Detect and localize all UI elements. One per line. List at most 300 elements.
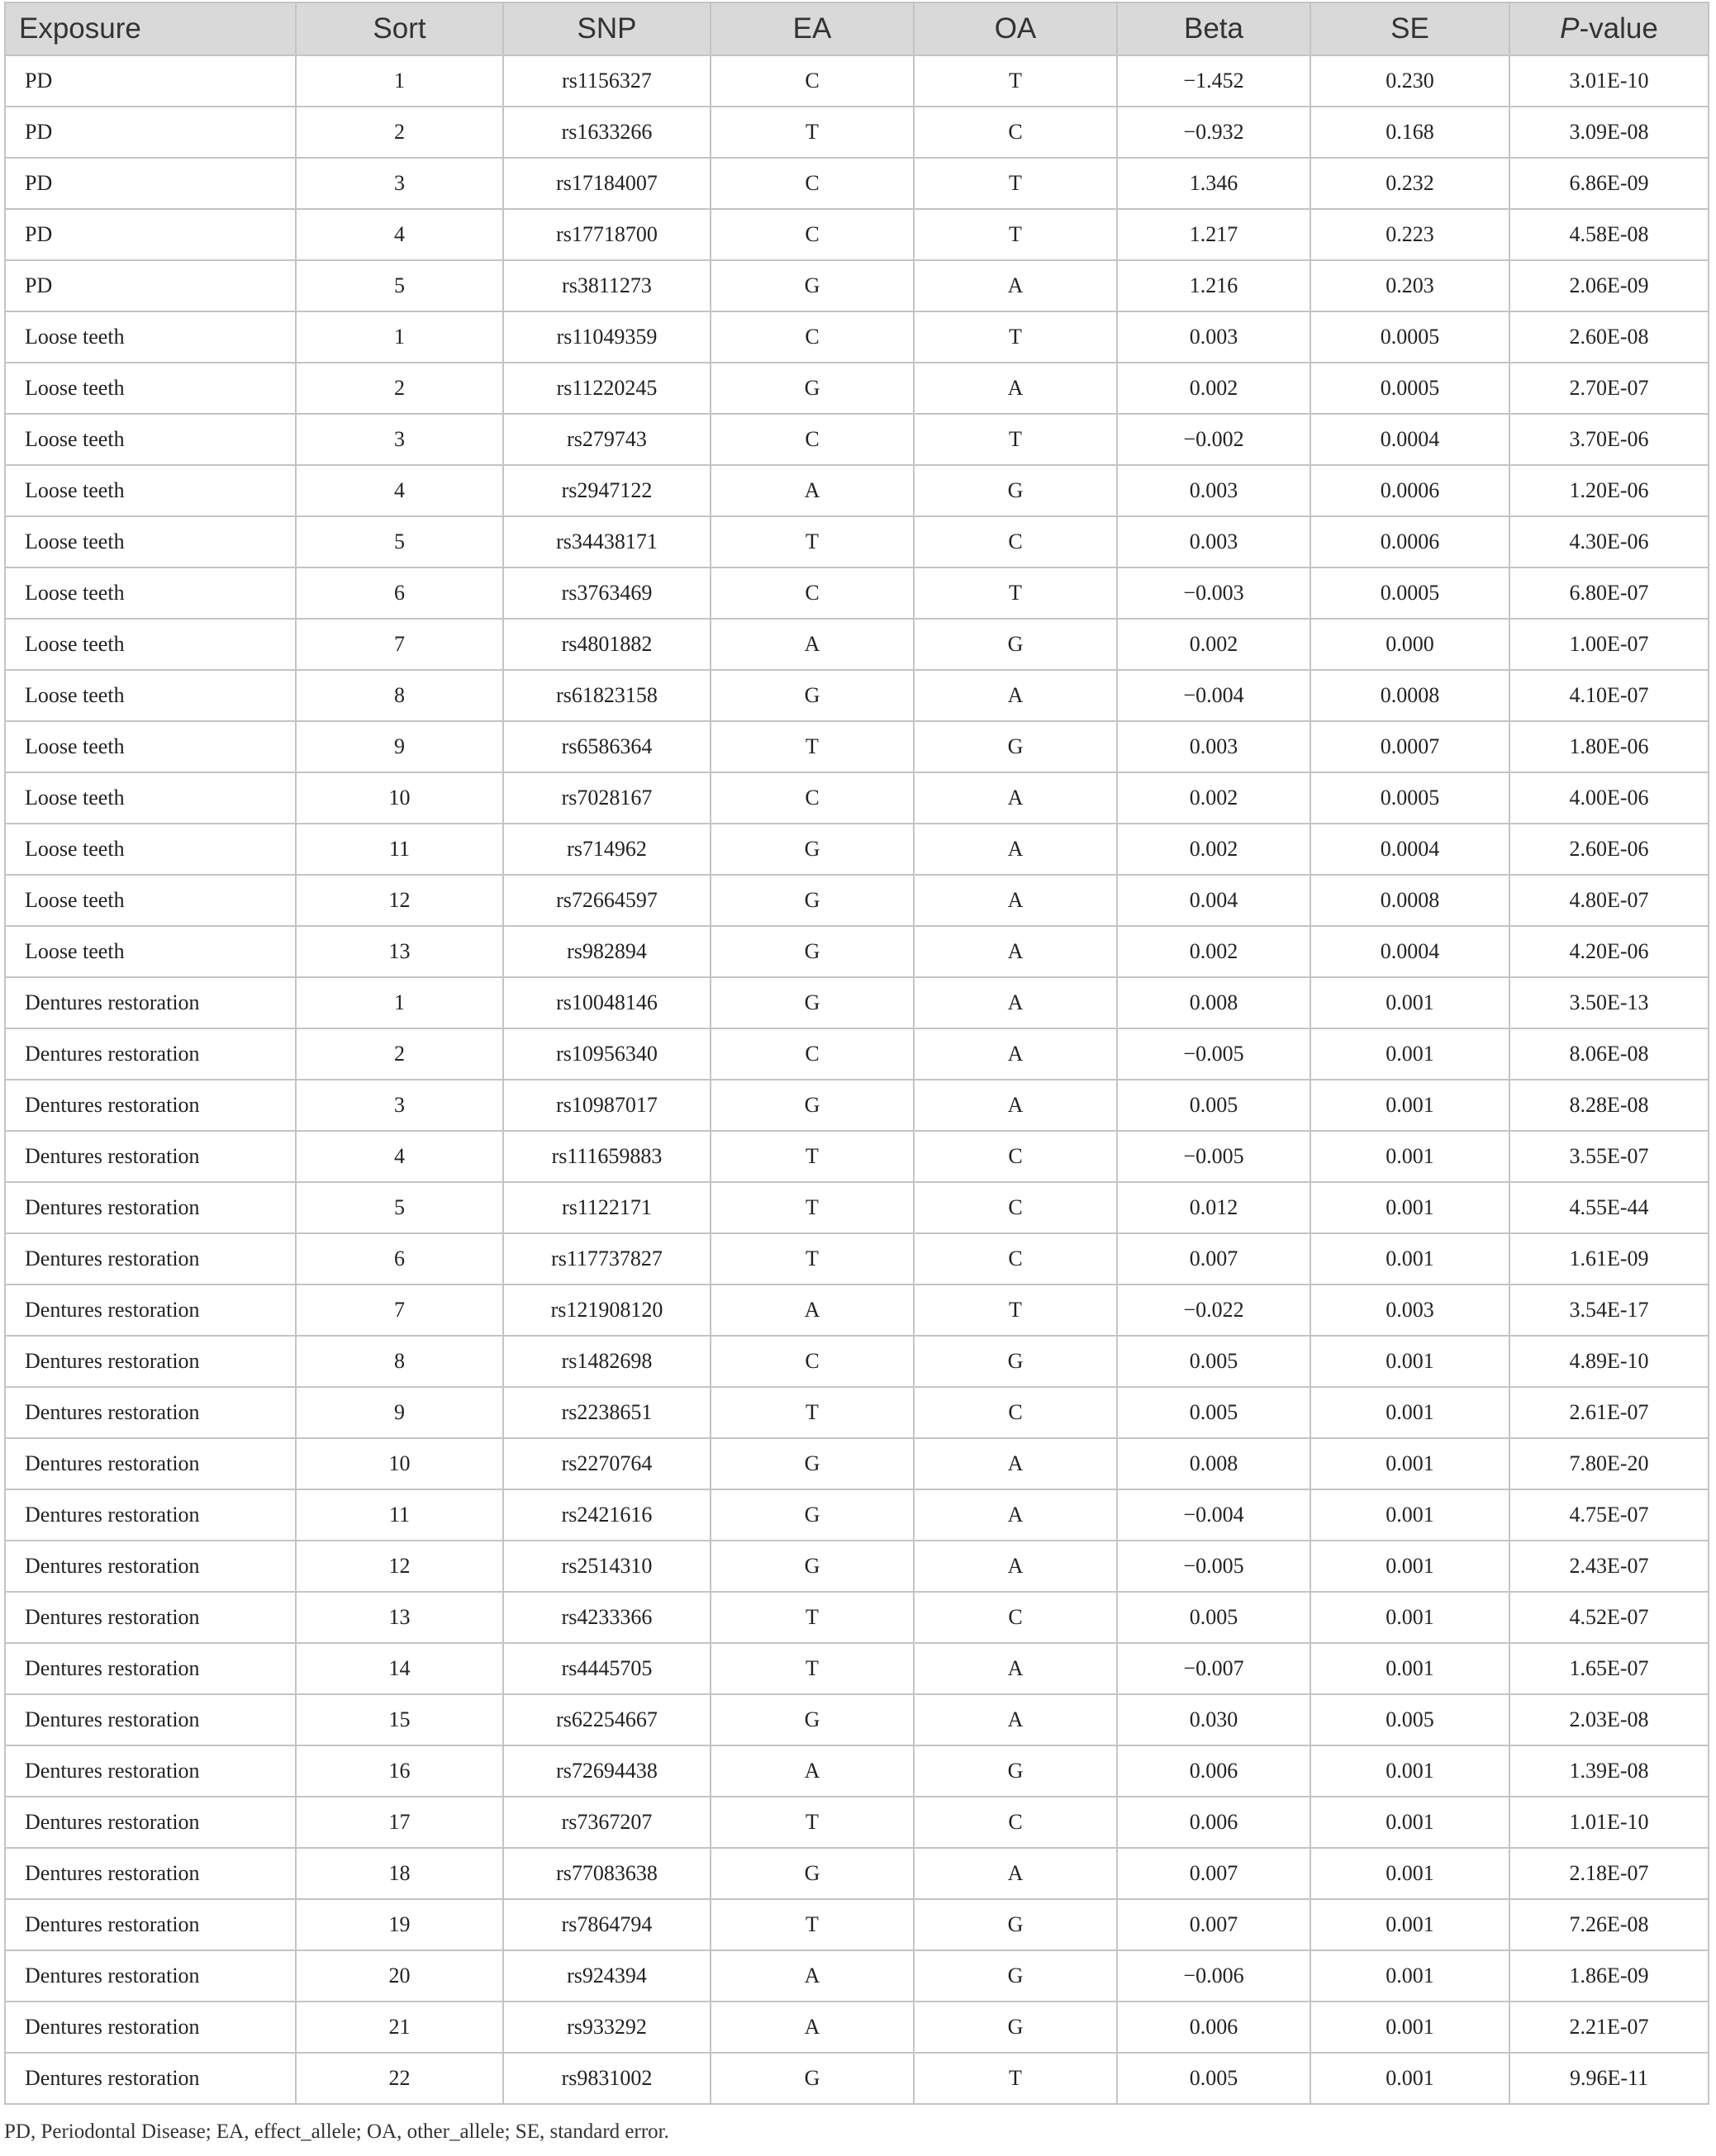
header-row [5, 2, 1709, 55]
p-value-cell: 8.06E-08 [1509, 1028, 1709, 1080]
ea-cell: C [711, 1336, 914, 1387]
snp-cell: rs4233366 [503, 1592, 711, 1643]
exposure-cell: Loose teeth [5, 926, 296, 977]
exposure-cell: Dentures restoration [5, 1233, 296, 1285]
se-cell: 0.005 [1310, 1694, 1509, 1745]
sort-cell: 3 [296, 1080, 503, 1131]
se-cell: 0.168 [1310, 107, 1509, 158]
exposure-cell: Dentures restoration [5, 1489, 296, 1541]
beta-cell: 0.005 [1117, 1336, 1310, 1387]
table-row [5, 1950, 1709, 2002]
sort-cell: 2 [296, 363, 503, 414]
p-value-cell: 4.80E-07 [1509, 875, 1709, 926]
p-value-cell: 2.06E-09 [1509, 260, 1709, 311]
exposure-cell: Dentures restoration [5, 1950, 296, 2002]
table-row [5, 158, 1709, 209]
oa-cell: A [914, 363, 1117, 414]
oa-cell: G [914, 619, 1117, 670]
exposure-cell: Loose teeth [5, 670, 296, 721]
oa-cell: A [914, 260, 1117, 311]
exposure-cell: Dentures restoration [5, 1848, 296, 1899]
snp-cell: rs10956340 [503, 1028, 711, 1080]
snp-cell: rs279743 [503, 414, 711, 465]
ea-cell: G [711, 363, 914, 414]
table-row [5, 311, 1709, 363]
ea-cell: G [711, 1694, 914, 1745]
se-cell: 0.0007 [1310, 721, 1509, 772]
sort-cell: 13 [296, 926, 503, 977]
oa-cell: C [914, 1131, 1117, 1182]
oa-cell: G [914, 721, 1117, 772]
ea-cell: A [711, 1745, 914, 1797]
exposure-cell: Loose teeth [5, 824, 296, 875]
p-value-cell: 3.01E-10 [1509, 55, 1709, 107]
table-row [5, 875, 1709, 926]
se-cell: 0.001 [1310, 1950, 1509, 2002]
snp-cell: rs714962 [503, 824, 711, 875]
header-beta: Beta [1117, 2, 1310, 55]
se-cell: 0.001 [1310, 1541, 1509, 1592]
beta-cell: 0.006 [1117, 2002, 1310, 2053]
p-value-cell: 1.80E-06 [1509, 721, 1709, 772]
exposure-cell: Loose teeth [5, 567, 296, 619]
beta-cell: 0.003 [1117, 465, 1310, 516]
ea-cell: G [711, 1080, 914, 1131]
p-value-cell: 1.20E-06 [1509, 465, 1709, 516]
ea-cell: T [711, 1899, 914, 1950]
header-p-value [1509, 2, 1709, 55]
ea-cell: A [711, 1285, 914, 1336]
ea-cell: G [711, 875, 914, 926]
beta-cell: 0.002 [1117, 824, 1310, 875]
header-snp: SNP [503, 2, 711, 55]
exposure-cell: Dentures restoration [5, 1745, 296, 1797]
snp-cell: rs7864794 [503, 1899, 711, 1950]
beta-cell: 0.007 [1117, 1848, 1310, 1899]
exposure-cell: Loose teeth [5, 619, 296, 670]
ea-cell: G [711, 977, 914, 1028]
table-row [5, 1028, 1709, 1080]
se-cell: 0.001 [1310, 2002, 1509, 2053]
header-ea: EA [711, 2, 914, 55]
p-value-cell: 7.80E-20 [1509, 1438, 1709, 1489]
exposure-cell: PD [5, 158, 296, 209]
exposure-cell: PD [5, 55, 296, 107]
beta-cell: 0.006 [1117, 1797, 1310, 1848]
beta-cell: 0.008 [1117, 1438, 1310, 1489]
table-row [5, 1797, 1709, 1848]
ea-cell: T [711, 721, 914, 772]
snp-cell: rs1156327 [503, 55, 711, 107]
snp-cell: rs1482698 [503, 1336, 711, 1387]
table-row [5, 516, 1709, 567]
ea-cell: G [711, 926, 914, 977]
table-row [5, 2053, 1709, 2104]
p-value-cell: 1.39E-08 [1509, 1745, 1709, 1797]
p-value-cell: 2.18E-07 [1509, 1848, 1709, 1899]
exposure-cell: Dentures restoration [5, 1028, 296, 1080]
ea-cell: C [711, 567, 914, 619]
oa-cell: T [914, 1285, 1117, 1336]
exposure-cell: Dentures restoration [5, 1592, 296, 1643]
beta-cell: 0.002 [1117, 772, 1310, 824]
table-row [5, 1848, 1709, 1899]
p-value-cell: 2.60E-06 [1509, 824, 1709, 875]
exposure-cell: Loose teeth [5, 363, 296, 414]
p-value-cell: 4.75E-07 [1509, 1489, 1709, 1541]
beta-cell: −1.452 [1117, 55, 1310, 107]
se-cell: 0.0005 [1310, 363, 1509, 414]
se-cell: 0.0005 [1310, 311, 1509, 363]
snp-cell: rs72664597 [503, 875, 711, 926]
beta-cell: 0.012 [1117, 1182, 1310, 1233]
table-row [5, 260, 1709, 311]
snp-cell: rs2270764 [503, 1438, 711, 1489]
oa-cell: G [914, 1899, 1117, 1950]
beta-cell: 0.005 [1117, 1080, 1310, 1131]
exposure-cell: Loose teeth [5, 311, 296, 363]
beta-cell: −0.005 [1117, 1131, 1310, 1182]
sort-cell: 16 [296, 1745, 503, 1797]
sort-cell: 9 [296, 1387, 503, 1438]
table-row [5, 772, 1709, 824]
se-cell: 0.203 [1310, 260, 1509, 311]
se-cell: 0.0008 [1310, 875, 1509, 926]
p-value-cell: 6.80E-07 [1509, 567, 1709, 619]
snp-cell: rs10987017 [503, 1080, 711, 1131]
beta-cell: −0.004 [1117, 1489, 1310, 1541]
table-row [5, 824, 1709, 875]
exposure-cell: Dentures restoration [5, 1336, 296, 1387]
table-row [5, 1131, 1709, 1182]
ea-cell: A [711, 1950, 914, 2002]
oa-cell: A [914, 1848, 1117, 1899]
se-cell: 0.001 [1310, 1131, 1509, 1182]
snp-cell: rs77083638 [503, 1848, 711, 1899]
oa-cell: A [914, 1489, 1117, 1541]
table-row [5, 670, 1709, 721]
beta-cell: −0.006 [1117, 1950, 1310, 2002]
oa-cell: C [914, 1797, 1117, 1848]
exposure-cell: Dentures restoration [5, 1131, 296, 1182]
beta-cell: −0.932 [1117, 107, 1310, 158]
snp-results-table [4, 2, 1709, 2105]
exposure-cell: Loose teeth [5, 875, 296, 926]
exposure-cell: Dentures restoration [5, 1797, 296, 1848]
ea-cell: G [711, 1541, 914, 1592]
snp-cell: rs17718700 [503, 209, 711, 260]
p-value-cell: 1.00E-07 [1509, 619, 1709, 670]
oa-cell: A [914, 1643, 1117, 1694]
exposure-cell: Dentures restoration [5, 977, 296, 1028]
snp-cell: rs10048146 [503, 977, 711, 1028]
ea-cell: T [711, 1387, 914, 1438]
sort-cell: 14 [296, 1643, 503, 1694]
exposure-cell: PD [5, 107, 296, 158]
se-cell: 0.0008 [1310, 670, 1509, 721]
oa-cell: C [914, 107, 1117, 158]
oa-cell: T [914, 209, 1117, 260]
snp-cell: rs9831002 [503, 2053, 711, 2104]
header-p-italic: P [1560, 12, 1580, 45]
table-row [5, 1387, 1709, 1438]
exposure-cell: Dentures restoration [5, 1438, 296, 1489]
exposure-cell: Loose teeth [5, 772, 296, 824]
sort-cell: 10 [296, 772, 503, 824]
p-value-cell: 2.21E-07 [1509, 2002, 1709, 2053]
snp-cell: rs7367207 [503, 1797, 711, 1848]
se-cell: 0.001 [1310, 1848, 1509, 1899]
ea-cell: G [711, 670, 914, 721]
p-value-cell: 4.20E-06 [1509, 926, 1709, 977]
exposure-cell: Dentures restoration [5, 1387, 296, 1438]
beta-cell: −0.005 [1117, 1541, 1310, 1592]
beta-cell: 0.007 [1117, 1899, 1310, 1950]
p-value-cell: 4.10E-07 [1509, 670, 1709, 721]
sort-cell: 9 [296, 721, 503, 772]
snp-cell: rs62254667 [503, 1694, 711, 1745]
se-cell: 0.001 [1310, 1336, 1509, 1387]
se-cell: 0.000 [1310, 619, 1509, 670]
p-value-cell: 2.43E-07 [1509, 1541, 1709, 1592]
oa-cell: A [914, 926, 1117, 977]
se-cell: 0.001 [1310, 1745, 1509, 1797]
oa-cell: A [914, 772, 1117, 824]
beta-cell: 1.216 [1117, 260, 1310, 311]
sort-cell: 11 [296, 1489, 503, 1541]
header-sort: Sort [296, 2, 503, 55]
oa-cell: T [914, 2053, 1117, 2104]
table-row [5, 926, 1709, 977]
beta-cell: −0.007 [1117, 1643, 1310, 1694]
beta-cell: −0.002 [1117, 414, 1310, 465]
beta-cell: −0.003 [1117, 567, 1310, 619]
snp-cell: rs4801882 [503, 619, 711, 670]
beta-cell: 0.005 [1117, 1592, 1310, 1643]
snp-cell: rs11220245 [503, 363, 711, 414]
table-row [5, 619, 1709, 670]
sort-cell: 5 [296, 1182, 503, 1233]
exposure-cell: Loose teeth [5, 465, 296, 516]
se-cell: 0.001 [1310, 1489, 1509, 1541]
header-exposure: Exposure [5, 2, 296, 55]
header-se: SE [1310, 2, 1509, 55]
sort-cell: 6 [296, 567, 503, 619]
se-cell: 0.0005 [1310, 772, 1509, 824]
se-cell: 0.230 [1310, 55, 1509, 107]
sort-cell: 1 [296, 55, 503, 107]
beta-cell: 0.004 [1117, 875, 1310, 926]
ea-cell: T [711, 107, 914, 158]
header-p-suffix: -value [1579, 12, 1658, 45]
p-value-cell: 2.61E-07 [1509, 1387, 1709, 1438]
table-row [5, 2002, 1709, 2053]
oa-cell: T [914, 311, 1117, 363]
exposure-cell: Dentures restoration [5, 1285, 296, 1336]
exposure-cell: Dentures restoration [5, 2053, 296, 2104]
sort-cell: 2 [296, 1028, 503, 1080]
oa-cell: A [914, 977, 1117, 1028]
snp-cell: rs924394 [503, 1950, 711, 2002]
ea-cell: G [711, 260, 914, 311]
ea-cell: G [711, 824, 914, 875]
snp-cell: rs121908120 [503, 1285, 711, 1336]
ea-cell: T [711, 1131, 914, 1182]
oa-cell: A [914, 824, 1117, 875]
beta-cell: 0.002 [1117, 363, 1310, 414]
sort-cell: 10 [296, 1438, 503, 1489]
oa-cell: A [914, 1438, 1117, 1489]
exposure-cell: Loose teeth [5, 516, 296, 567]
p-value-cell: 3.54E-17 [1509, 1285, 1709, 1336]
oa-cell: G [914, 2002, 1117, 2053]
ea-cell: T [711, 1182, 914, 1233]
p-value-cell: 1.65E-07 [1509, 1643, 1709, 1694]
oa-cell: T [914, 158, 1117, 209]
sort-cell: 7 [296, 619, 503, 670]
ea-cell: C [711, 311, 914, 363]
p-value-cell: 4.58E-08 [1509, 209, 1709, 260]
table-row [5, 1899, 1709, 1950]
sort-cell: 4 [296, 209, 503, 260]
table-row [5, 1336, 1709, 1387]
p-value-cell: 6.86E-09 [1509, 158, 1709, 209]
se-cell: 0.223 [1310, 209, 1509, 260]
beta-cell: 0.002 [1117, 619, 1310, 670]
se-cell: 0.0004 [1310, 926, 1509, 977]
se-cell: 0.0006 [1310, 465, 1509, 516]
ea-cell: A [711, 465, 914, 516]
beta-cell: 0.005 [1117, 2053, 1310, 2104]
oa-cell: C [914, 1182, 1117, 1233]
se-cell: 0.001 [1310, 1797, 1509, 1848]
sort-cell: 12 [296, 1541, 503, 1592]
beta-cell: −0.004 [1117, 670, 1310, 721]
snp-cell: rs2947122 [503, 465, 711, 516]
p-value-cell: 3.50E-13 [1509, 977, 1709, 1028]
p-value-cell: 3.55E-07 [1509, 1131, 1709, 1182]
beta-cell: 0.003 [1117, 721, 1310, 772]
p-value-cell: 1.86E-09 [1509, 1950, 1709, 2002]
se-cell: 0.0005 [1310, 567, 1509, 619]
ea-cell: T [711, 516, 914, 567]
sort-cell: 4 [296, 1131, 503, 1182]
se-cell: 0.001 [1310, 1182, 1509, 1233]
sort-cell: 13 [296, 1592, 503, 1643]
se-cell: 0.001 [1310, 2053, 1509, 2104]
snp-cell: rs61823158 [503, 670, 711, 721]
sort-cell: 7 [296, 1285, 503, 1336]
oa-cell: T [914, 567, 1117, 619]
table-row [5, 1745, 1709, 1797]
oa-cell: A [914, 670, 1117, 721]
table-row [5, 1489, 1709, 1541]
table-row [5, 1233, 1709, 1285]
table-footnote: PD, Periodontal Disease; EA, effect_allele; OA, other_allele; SE, standard error. [4, 2120, 669, 2143]
p-value-cell: 4.89E-10 [1509, 1336, 1709, 1387]
exposure-cell: Loose teeth [5, 414, 296, 465]
se-cell: 0.001 [1310, 1592, 1509, 1643]
beta-cell: −0.022 [1117, 1285, 1310, 1336]
se-cell: 0.0004 [1310, 414, 1509, 465]
ea-cell: G [711, 2053, 914, 2104]
se-cell: 0.001 [1310, 977, 1509, 1028]
oa-cell: A [914, 1541, 1117, 1592]
oa-cell: T [914, 55, 1117, 107]
oa-cell: A [914, 875, 1117, 926]
p-value-cell: 9.96E-11 [1509, 2053, 1709, 2104]
se-cell: 0.001 [1310, 1028, 1509, 1080]
snp-cell: rs7028167 [503, 772, 711, 824]
table-row [5, 363, 1709, 414]
se-cell: 0.001 [1310, 1438, 1509, 1489]
exposure-cell: Dentures restoration [5, 1694, 296, 1745]
table-row [5, 1182, 1709, 1233]
exposure-cell: Dentures restoration [5, 1080, 296, 1131]
snp-cell: rs3811273 [503, 260, 711, 311]
snp-cell: rs2514310 [503, 1541, 711, 1592]
ea-cell: C [711, 158, 914, 209]
table-row [5, 55, 1709, 107]
table-row [5, 1694, 1709, 1745]
exposure-cell: Dentures restoration [5, 2002, 296, 2053]
ea-cell: C [711, 55, 914, 107]
table-row [5, 721, 1709, 772]
snp-cell: rs6586364 [503, 721, 711, 772]
ea-cell: G [711, 1438, 914, 1489]
table-row [5, 1541, 1709, 1592]
oa-cell: G [914, 1745, 1117, 1797]
sort-cell: 3 [296, 414, 503, 465]
ea-cell: T [711, 1643, 914, 1694]
beta-cell: 0.002 [1117, 926, 1310, 977]
ea-cell: C [711, 414, 914, 465]
sort-cell: 1 [296, 977, 503, 1028]
se-cell: 0.001 [1310, 1080, 1509, 1131]
snp-cell: rs1122171 [503, 1182, 711, 1233]
sort-cell: 2 [296, 107, 503, 158]
snp-cell: rs2238651 [503, 1387, 711, 1438]
p-value-cell: 1.01E-10 [1509, 1797, 1709, 1848]
exposure-cell: Dentures restoration [5, 1182, 296, 1233]
sort-cell: 15 [296, 1694, 503, 1745]
beta-cell: 1.346 [1117, 158, 1310, 209]
snp-cell: rs111659883 [503, 1131, 711, 1182]
oa-cell: T [914, 414, 1117, 465]
snp-cell: rs117737827 [503, 1233, 711, 1285]
p-value-cell: 2.60E-08 [1509, 311, 1709, 363]
se-cell: 0.232 [1310, 158, 1509, 209]
se-cell: 0.001 [1310, 1233, 1509, 1285]
beta-cell: 1.217 [1117, 209, 1310, 260]
ea-cell: A [711, 2002, 914, 2053]
snp-cell: rs17184007 [503, 158, 711, 209]
table-row [5, 209, 1709, 260]
exposure-cell: Loose teeth [5, 721, 296, 772]
sort-cell: 11 [296, 824, 503, 875]
snp-cell: rs933292 [503, 2002, 711, 2053]
snp-cell: rs4445705 [503, 1643, 711, 1694]
table-row [5, 465, 1709, 516]
se-cell: 0.003 [1310, 1285, 1509, 1336]
ea-cell: G [711, 1489, 914, 1541]
table-row [5, 1438, 1709, 1489]
p-value-cell: 4.52E-07 [1509, 1592, 1709, 1643]
oa-cell: C [914, 516, 1117, 567]
table-row [5, 1080, 1709, 1131]
p-value-cell: 2.70E-07 [1509, 363, 1709, 414]
sort-cell: 5 [296, 260, 503, 311]
